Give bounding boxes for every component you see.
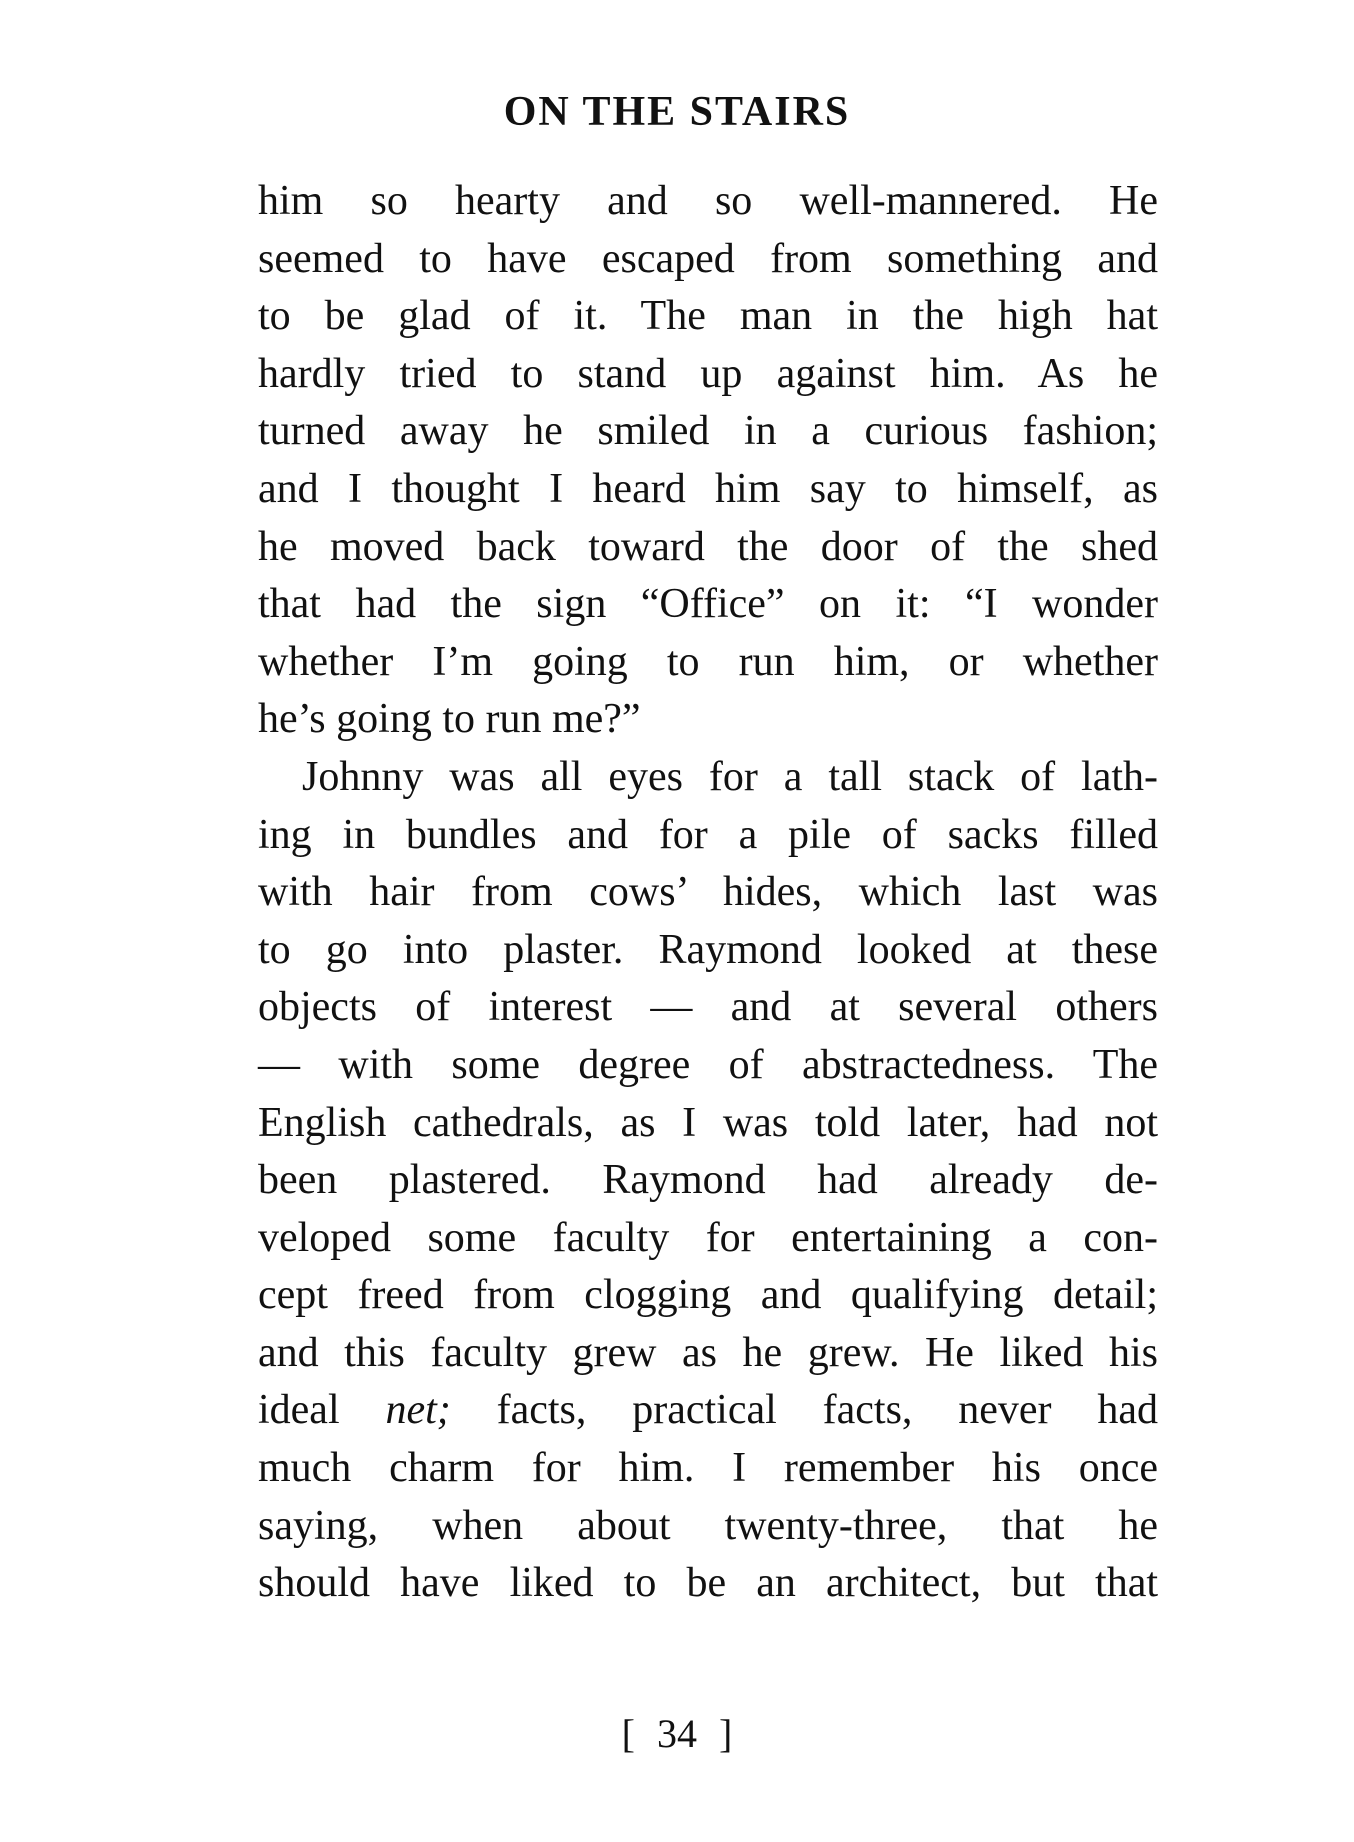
- text-line: he’s going to run me?”: [258, 696, 641, 743]
- text-line: much charm for him. I remember his once: [258, 1445, 1158, 1492]
- text-line: hardly tried to stand up against him. As he: [258, 350, 1158, 397]
- italic-word: net;: [385, 1387, 451, 1434]
- text-line: he moved back toward the door of the shed: [258, 523, 1158, 570]
- text-line: seemed to have escaped from something and: [258, 235, 1158, 282]
- text-line: Johnny was all eyes for a tall stack of lath-: [302, 753, 1158, 800]
- text-line: English cathedrals, as I was told later, had not: [258, 1099, 1158, 1146]
- text-line: him so hearty and so well-mannered. He: [258, 178, 1158, 224]
- text-line: whether I’m going to run him, or whether: [258, 638, 1158, 685]
- text-segment: ideal: [258, 1387, 340, 1434]
- text-line: and I thought I heard him say to himself, as: [258, 465, 1158, 512]
- body-text: [258, 173, 1158, 1613]
- text-line: to be glad of it. The man in the high hat: [258, 293, 1158, 340]
- running-head: ON THE STAIRS: [503, 89, 851, 135]
- text-line: saying, when about twenty-three, that he: [258, 1502, 1158, 1549]
- text-line-mixed: [258, 1382, 1158, 1440]
- text-line: should have liked to be an architect, but that: [258, 1560, 1158, 1607]
- text-line: and this faculty grew as he grew. He liked his: [258, 1329, 1158, 1376]
- text-line: turned away he smiled in a curious fashion;: [258, 408, 1158, 455]
- text-line: ing in bundles and for a pile of sacks filled: [258, 811, 1158, 858]
- text-line: — with some degree of abstractedness. The: [258, 1041, 1158, 1088]
- page-number: [ 34 ]: [621, 1711, 733, 1756]
- text-line: objects of interest — and at several others: [258, 984, 1158, 1031]
- text-line: with hair from cows’ hides, which last was: [258, 869, 1158, 916]
- text-segment: facts, practical facts, never had: [496, 1387, 1159, 1434]
- text-line: cept freed from clogging and qualifying detail;: [258, 1272, 1158, 1319]
- text-line: been plastered. Raymond had already de-: [258, 1157, 1158, 1204]
- text-line: to go into plaster. Raymond looked at these: [258, 926, 1158, 973]
- text-line: that had the sign “Office” on it: “I wonder: [258, 581, 1158, 628]
- text-line: veloped some faculty for entertaining a con-: [258, 1214, 1158, 1261]
